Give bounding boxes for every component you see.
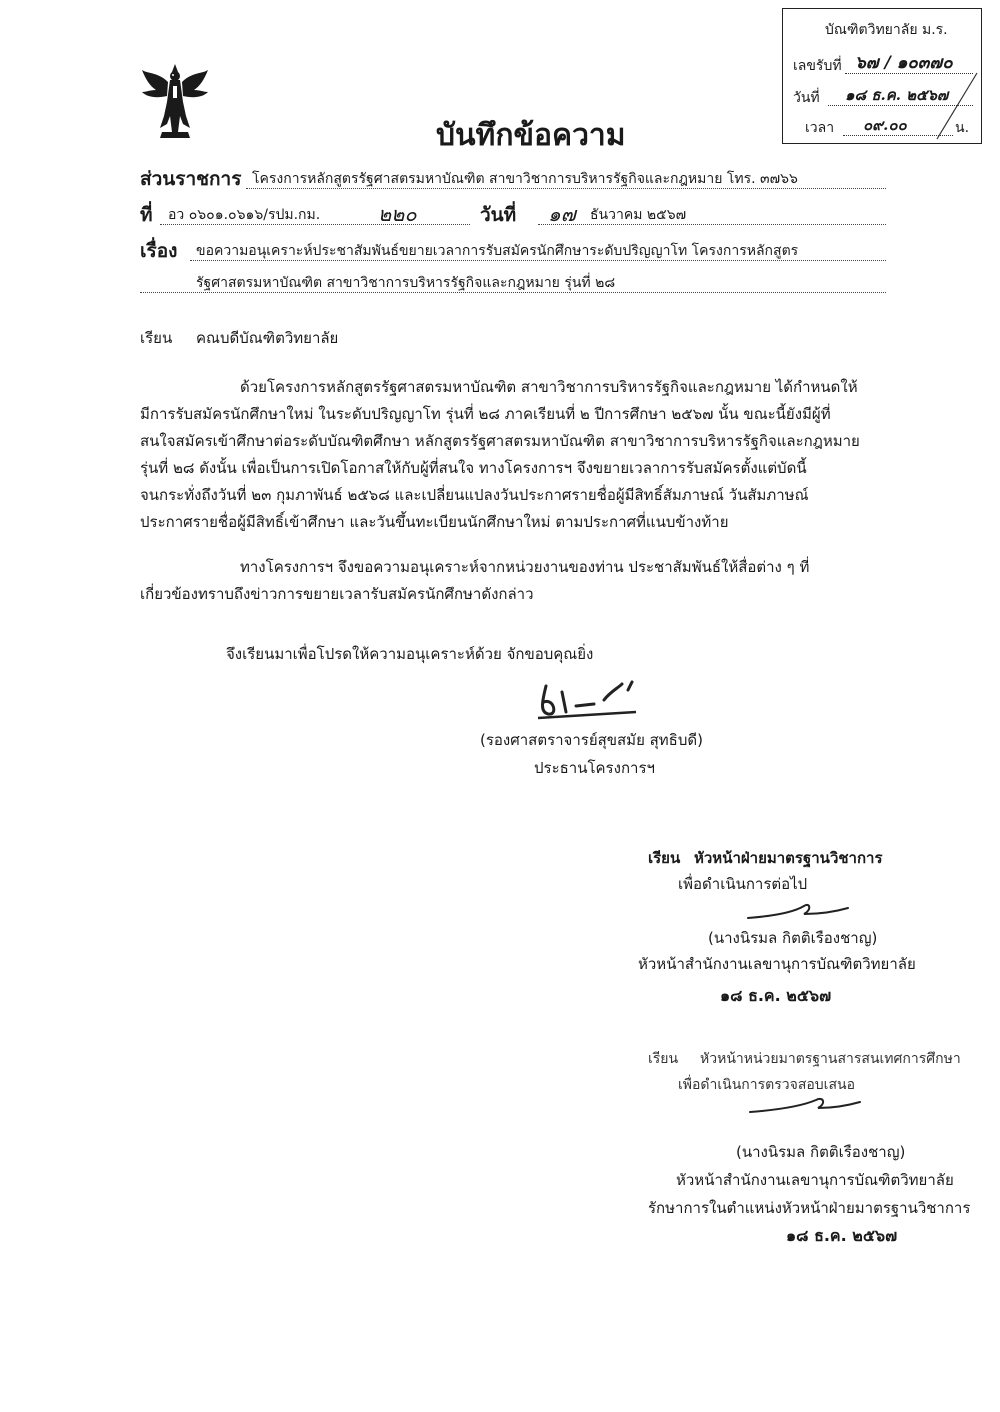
endorse2-date: ๑๘ ธ.ค. ๒๕๖๗	[786, 1226, 898, 1245]
body-p1-line: รุ่นที่ ๒๘ ดังนั้น เพื่อเป็นการเปิดโอกาสให้กับผู้ที่สนใจ ทางโครงการฯ จึงขยายเวลาการรับสมัครตั้งแต่บัดนี้	[140, 459, 807, 477]
agency-label: ส่วนราชการ	[140, 168, 242, 190]
date-label: วันที่	[480, 204, 517, 226]
stamp-initial-mark	[933, 69, 981, 143]
stamp-time-suffix: น.	[955, 120, 970, 136]
body-p1-line: จนกระทั่งถึงวันที่ ๒๓ กุมภาพันธ์ ๒๕๖๘ และเปลี่ยนแปลงวันประกาศรายชื่อผู้มีสิทธิ์สัมภาษณ์ วันสัมภาษณ์	[140, 486, 809, 504]
body-paragraph-1	[140, 374, 890, 536]
endorse2-action: เพื่อดำเนินการตรวจสอบเสนอ	[678, 1077, 855, 1093]
signature-endorse2	[746, 1090, 866, 1120]
signature-endorse1	[744, 898, 854, 928]
body-paragraph-2	[140, 554, 890, 608]
endorse1-position: หัวหน้าสำนักงานเลขานุการบัณฑิตวิทยาลัย	[638, 955, 916, 973]
ref-number: อว ๐๖๐๑.๐๖๑๖/รปม.กม.	[168, 207, 321, 223]
body-p1-line: สนใจสมัครเข้าศึกษาต่อระดับบัณฑิตศึกษา หลักสูตรรัฐศาสตรมหาบัณฑิต สาขาวิชาการบริหารรัฐกิจและกฎหมาย	[140, 432, 860, 450]
ref-label: ที่	[140, 204, 153, 226]
body-p2-line: เกี่ยวข้องทราบถึงข่าวการขยายเวลารับสมัครนักศึกษาดังกล่าว	[140, 585, 534, 603]
date-month-year: ธันวาคม ๒๕๖๗	[590, 207, 687, 223]
endorse1-date: ๑๘ ธ.ค. ๒๕๖๗	[720, 986, 832, 1005]
endorse2-to: หัวหน้าหน่วยมาตรฐานสารสนเทศการศึกษา	[700, 1051, 961, 1067]
endorse2-acting: รักษาการในตำแหน่งหัวหน้าฝ่ายมาตรฐานวิชาการ	[648, 1199, 971, 1217]
closing-text: จึงเรียนมาเพื่อโปรดให้ความอนุเคราะห์ด้วย จักขอบคุณยิ่ง	[226, 645, 594, 663]
date-day: ๑๗	[548, 202, 576, 226]
stamp-time-label: เวลา	[805, 120, 835, 136]
body-p1-line: ด้วยโครงการหลักสูตรรัฐศาสตรมหาบัณฑิต สาขาวิชาการบริหารรัฐกิจและกฎหมาย ได้กำหนดให้	[240, 378, 858, 396]
endorse2-to-label: เรียน	[648, 1051, 679, 1067]
signer-position: ประธานโครงการฯ	[534, 759, 655, 777]
signature-president	[532, 672, 652, 724]
endorse1-to: หัวหน้าฝ่ายมาตรฐานวิชาการ	[694, 849, 883, 867]
garuda-emblem	[140, 62, 210, 140]
ref-handwritten-number: ๒๒๐	[378, 202, 417, 226]
stamp-date: ๑๘ ธ.ค. ๒๕๖๗	[845, 86, 949, 104]
endorse2-name: (นางนิรมล กิตติเรืองชาญ)	[736, 1143, 906, 1161]
salutation-text: คณบดีบัณฑิตวิทยาลัย	[196, 329, 339, 347]
agency-text: โครงการหลักสูตรรัฐศาสตรมหาบัณฑิต สาขาวิชาการบริหารรัฐกิจและกฎหมาย โทร. ๓๗๖๖	[252, 171, 798, 187]
body-p2-line: ทางโครงการฯ จึงขอความอนุเคราะห์จากหน่วยงานของท่าน ประชาสัมพันธ์ให้สื่อต่าง ๆ ที่	[240, 558, 810, 576]
stamp-time: ๐๙.๐๐	[863, 116, 907, 134]
stamp-receipt-label: เลขรับที่	[793, 58, 842, 74]
endorse2-position: หัวหน้าสำนักงานเลขานุการบัณฑิตวิทยาลัย	[676, 1171, 954, 1189]
stamp-receipt-no: ๖๗ / ๑๐๓๗๐	[855, 53, 953, 73]
subject-line-1: ขอความอนุเคราะห์ประชาสัมพันธ์ขยายเวลาการรับสมัครนักศึกษาระดับปริญญาโท โครงการหลักสูตร	[196, 243, 799, 259]
receipt-stamp	[782, 8, 982, 144]
endorse1-to-label: เรียน	[648, 849, 681, 867]
memo-title: บันทึกข้อความ	[436, 118, 626, 153]
subject-label: เรื่อง	[140, 240, 178, 262]
signer-name: (รองศาสตราจารย์สุขสมัย สุทธิบดี)	[480, 731, 703, 749]
endorse1-action: เพื่อดำเนินการต่อไป	[678, 875, 808, 893]
stamp-date-label: วันที่	[793, 90, 820, 106]
subject-line-2: รัฐศาสตรมหาบัณฑิต สาขาวิชาการบริหารรัฐกิจและกฎหมาย รุ่นที่ ๒๘	[196, 275, 616, 291]
salutation-label: เรียน	[140, 329, 173, 347]
stamp-org: บัณฑิตวิทยาลัย ม.ร.	[825, 22, 948, 38]
body-p1-line: มีการรับสมัครนักศึกษาใหม่ ในระดับปริญญาโท รุ่นที่ ๒๘ ภาคเรียนที่ ๒ ปีการศึกษา ๒๕๖๗ นั้น ขณะนี้ยังมีผู้ที่	[140, 405, 831, 423]
endorse1-name: (นางนิรมล กิตติเรืองชาญ)	[708, 929, 878, 947]
body-p1-line: ประกาศรายชื่อผู้มีสิทธิ์เข้าศึกษา และวันขึ้นทะเบียนนักศึกษาใหม่ ตามประกาศที่แนบข้างท้าย	[140, 513, 729, 531]
